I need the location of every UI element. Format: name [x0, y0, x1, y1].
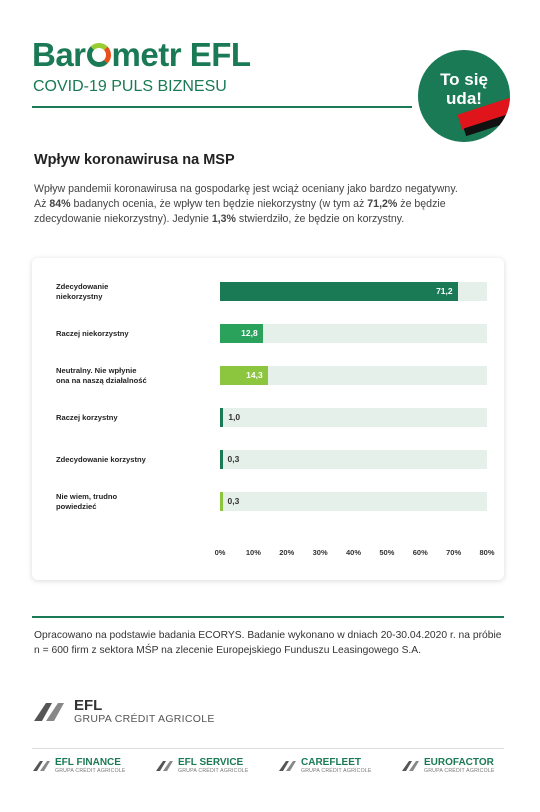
category-label — [56, 366, 176, 386]
x-tick-label: 30% — [312, 548, 328, 557]
ring-o-icon — [87, 43, 111, 67]
credit-agricole-icon — [401, 759, 421, 773]
intro-text: że będzie — [397, 198, 446, 210]
data-label: 14,3 — [246, 370, 263, 380]
category-label — [56, 282, 176, 302]
x-tick-label: 50% — [379, 548, 395, 557]
intro-paragraph — [34, 182, 504, 227]
category-label-line: Zdecydowanie — [56, 281, 109, 291]
category-label-line: Nie wiem, trudno — [56, 491, 118, 501]
header-divider — [32, 106, 412, 108]
subsidiary-logo — [155, 757, 249, 775]
note-divider — [32, 616, 504, 618]
subsidiary-name: EFL FINANCE — [55, 757, 121, 768]
category-label-line: Zdecydowanie korzystny — [56, 454, 146, 464]
bar-track — [220, 492, 487, 511]
intro-line1: Wpływ pandemii koronawirusa na gospodarkę jest wciąż oceniany jako bardzo negatywny. — [34, 183, 458, 195]
x-tick-label: 0% — [214, 548, 226, 557]
category-label-line: Raczej niekorzystny — [56, 328, 129, 338]
efl-group-logo — [32, 698, 215, 725]
intro-text: stwierdziło, że będzie on korzystny. — [235, 213, 405, 225]
subsidiary-name: EFL SERVICE — [178, 757, 244, 768]
brand-text-part1: Bar — [32, 36, 86, 73]
x-tick-label: 60% — [412, 548, 428, 557]
category-label-line: niekorzystny — [56, 291, 103, 301]
category-label-line: powiedzieć — [56, 501, 97, 511]
credit-agricole-icon — [155, 759, 175, 773]
data-label: 0,3 — [227, 454, 240, 464]
subsidiary-name: EUROFACTOR — [424, 757, 494, 768]
subsidiary-group: GRUPA CRÉDIT AGRICOLE — [55, 768, 126, 774]
category-label — [56, 492, 176, 512]
source-note — [34, 628, 504, 658]
slogan-badge — [418, 50, 510, 142]
subsidiary-logo — [401, 757, 495, 775]
category-label — [56, 455, 176, 465]
x-tick-label: 70% — [446, 548, 462, 557]
credit-agricole-icon — [278, 759, 298, 773]
intro-highlight: 71,2% — [367, 198, 398, 210]
x-tick-label: 40% — [345, 548, 361, 557]
brand-text-part2: metr EFL — [111, 36, 251, 73]
footer-divider — [32, 748, 504, 749]
intro-text: badanych ocenia, że wpływ ten będzie niekorzystny (w tym aż — [70, 198, 368, 210]
intro-text: zdecydowanie niekorzystny). Jedynie — [34, 213, 212, 225]
subsidiary-name: CAREFLEET — [301, 757, 361, 768]
efl-logo-name: EFL — [74, 697, 103, 714]
bar — [220, 408, 223, 427]
subsidiary-group: GRUPA CRÉDIT AGRICOLE — [178, 768, 249, 774]
subsidiary-logo — [278, 757, 372, 775]
data-label: 12,8 — [241, 328, 258, 338]
bar-track — [220, 408, 487, 427]
source-note-line1: Opracowano na podstawie badania ECORYS. Badanie wykonano w dniach 20-30.04.2020 r. na próbie — [34, 630, 502, 641]
category-label-line: Neutralny. Nie wpłynie — [56, 365, 137, 375]
subsidiary-group: GRUPA CRÉDIT AGRICOLE — [301, 768, 372, 774]
barometr-logo — [32, 36, 251, 74]
subsidiary-logo — [32, 757, 126, 775]
section-title: Wpływ koronawirusa na MSP — [34, 152, 235, 168]
data-label: 71,2 — [436, 286, 453, 296]
subsidiary-group: GRUPA CRÉDIT AGRICOLE — [424, 768, 495, 774]
category-label-line: ona na naszą działalność — [56, 375, 147, 385]
page-subtitle: COVID-19 PULS BIZNESU — [33, 78, 227, 95]
bar — [220, 492, 223, 511]
x-tick-label: 10% — [245, 548, 261, 557]
bar-chart — [32, 258, 504, 580]
category-label-line: Raczej korzystny — [56, 412, 118, 422]
efl-logo-group: GRUPA CRÉDIT AGRICOLE — [74, 713, 215, 725]
source-note-line2: n = 600 firm z sektora MŚP na zlecenie Europejskiego Funduszu Leasingowego S.A. — [34, 645, 422, 656]
intro-highlight: 1,3% — [211, 213, 236, 225]
bar-track — [220, 450, 487, 469]
data-label: 0,3 — [227, 496, 240, 506]
intro-line2 — [34, 197, 504, 212]
intro-line3 — [34, 212, 504, 227]
bar — [220, 450, 223, 469]
intro-highlight: 84% — [49, 198, 71, 210]
category-label — [56, 413, 176, 423]
data-label: 1,0 — [228, 412, 241, 422]
badge-line1: To się — [440, 70, 488, 89]
credit-agricole-icon — [32, 699, 66, 725]
category-label — [56, 329, 176, 339]
badge-line2: uda! — [446, 89, 482, 108]
x-tick-label: 20% — [279, 548, 295, 557]
credit-agricole-icon — [32, 759, 52, 773]
chart-card — [32, 258, 504, 580]
x-tick-label: 80% — [479, 548, 495, 557]
intro-text: Aż — [34, 198, 50, 210]
